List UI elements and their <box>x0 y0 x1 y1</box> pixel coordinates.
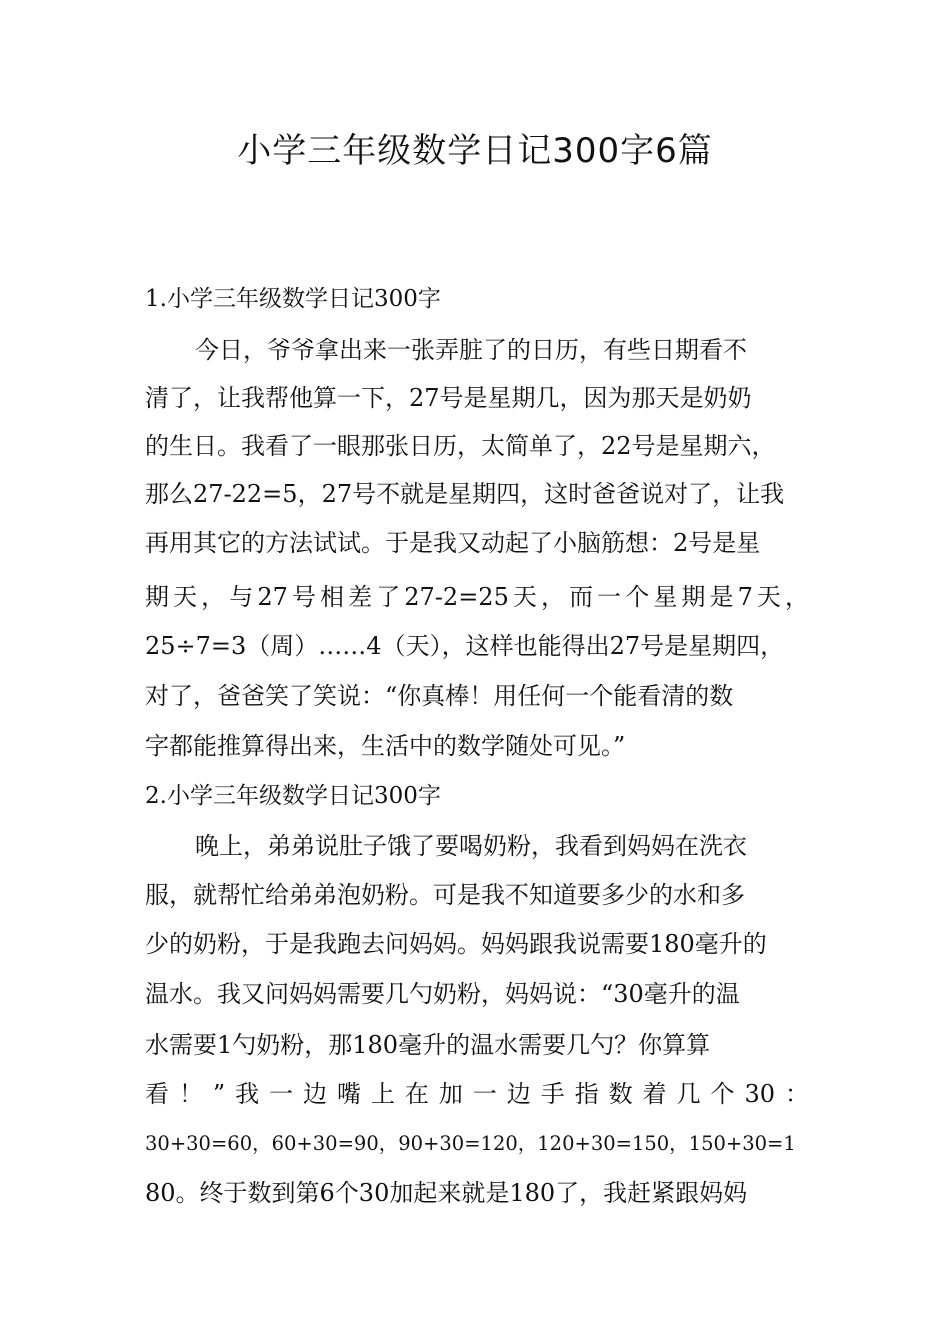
paragraph-line: 看！”我一边嘴上在加一边手指数着几个30： <box>145 1080 809 1108</box>
paragraph-line: 80。终于数到第6个30加起来就是180了，我赶紧跟妈妈 <box>145 1179 748 1207</box>
paragraph-line: 字都能推算得出来，生活中的数学随处可见。” <box>145 732 626 760</box>
section-heading: 2.小学三年级数学日记300字 <box>145 783 441 809</box>
paragraph-line: 水需要1勺奶粉，那180毫升的温水需要几勺？你算算 <box>145 1031 711 1059</box>
paragraph-line: 清了，让我帮他算一下，27号是星期几，因为那天是奶奶 <box>145 384 752 412</box>
paragraph-line: 少的奶粉，于是我跑去问妈妈。妈妈跟我说需要180毫升的 <box>145 930 767 958</box>
paragraph-line: 的生日。我看了一眼那张日历，太简单了，22号是星期六， <box>145 432 776 460</box>
section-heading: 1.小学三年级数学日记300字 <box>145 286 441 312</box>
paragraph-line: 再用其它的方法试试。于是我又动起了小脑筋想：2号是星 <box>145 529 761 557</box>
paragraph-line: 25÷7=3（周）……4（天），这样也能得出27号是星期四， <box>145 632 785 660</box>
paragraph-line: 期天，与27号相差了27-2=25天，而一个星期是7天， <box>145 583 809 611</box>
paragraph-line: 晚上，弟弟说肚子饿了要喝奶粉，我看到妈妈在洗衣 <box>195 832 747 860</box>
paragraph-line: 服，就帮忙给弟弟泡奶粉。可是我不知道要多少的水和多 <box>145 881 745 909</box>
paragraph-line: 对了，爸爸笑了笑说：“你真棒！用任何一个能看清的数 <box>145 682 734 710</box>
paragraph-line: 今日，爷爷拿出来一张弄脏了的日历，有些日期看不 <box>195 336 747 364</box>
paragraph-line: 30+30=60，60+30=90，90+30=120，120+30=150，150+30=1 <box>145 1132 796 1155</box>
paragraph-line: 温水。我又问妈妈需要几勺奶粉，妈妈说：“30毫升的温 <box>145 980 740 1008</box>
document-title: 小学三年级数学日记300字6篇 <box>237 131 713 171</box>
paragraph-line: 那么27-22=5，27号不就是星期四，这时爸爸说对了，让我 <box>145 480 785 508</box>
